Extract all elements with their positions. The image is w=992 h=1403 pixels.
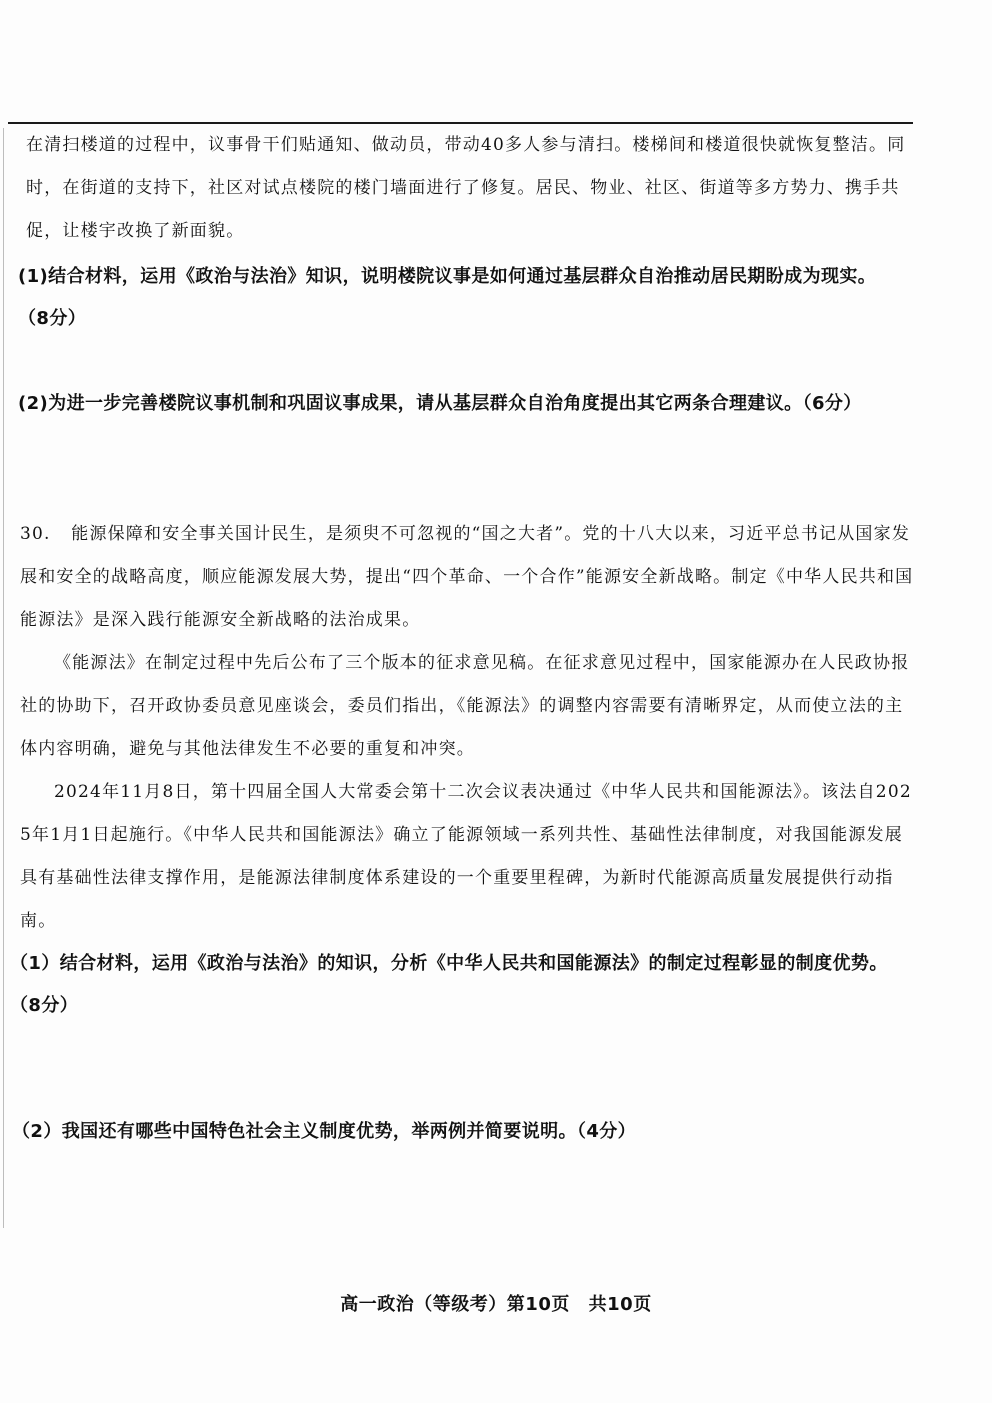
scan-edge-line bbox=[3, 128, 4, 1228]
question-30-paragraph-1 bbox=[20, 513, 915, 642]
question-30-material bbox=[20, 513, 915, 943]
question-29-1-prompt: (1)结合材料，运用《政治与法治》知识，说明楼院议事是如何通过基层群众自治推动居民期盼成为现实。 bbox=[18, 266, 877, 287]
question-30-1 bbox=[10, 943, 910, 1027]
question-30-2 bbox=[12, 1111, 912, 1153]
page-footer bbox=[0, 1290, 992, 1316]
footer-page-label: 高一政治（等级考）第10页 bbox=[340, 1294, 570, 1315]
question-30-paragraph-3: 2024年11月8日，第十四届全国人大常委会第十二次会议表决通过《中华人民共和国能源法》。该法自2025年1月1日起施行。《中华人民共和国能源法》确立了能源领域一系列共性、基础性法律制度，对我国能源发展具有基础性法律支撑作用，是能源法律制度体系建设的一个重要里程碑，为新时代能源高质量发展提供行动指南。 bbox=[20, 782, 912, 931]
footer-total-pages: 共10页 bbox=[588, 1294, 652, 1315]
question-30-number: 30. bbox=[20, 524, 51, 544]
question-29-2-text: (2)为进一步完善楼院议事机制和巩固议事成果，请从基层群众自治角度提出其它两条合理建议。（6分） bbox=[18, 393, 862, 414]
question-30-2-text: （2）我国还有哪些中国特色社会主义制度优势，举两例并简要说明。（4分） bbox=[12, 1121, 637, 1142]
question-29-2 bbox=[18, 383, 918, 425]
question-29-1-score: （8分） bbox=[18, 308, 87, 329]
material-29-text: 在清扫楼道的过程中，议事骨干们贴通知、做动员，带动40多人参与清扫。楼梯间和楼道很快就恢复整洁。同时，在街道的支持下，社区对试点楼院的楼门墙面进行了修复。居民、物业、社区、街道等多方势力、携手共促，让楼宇改换了新面貌。 bbox=[26, 135, 906, 241]
question-29-1 bbox=[18, 256, 913, 340]
question-30-para1: 能源保障和安全事关国计民生，是须臾不可忽视的“国之大者”。党的十八大以来，习近平总书记从国家发展和安全的战略高度，顺应能源发展大势，提出“四个革命、一个合作”能源安全新战略。制定《中华人民共和国能源法》是深入践行能源安全新战略的法治成果。 bbox=[20, 524, 914, 630]
question-30-1-text: （1）结合材料，运用《政治与法治》的知识，分析《中华人民共和国能源法》的制定过程彰显的制度优势。（8分） bbox=[10, 953, 888, 1016]
question-30-paragraph-2: 《能源法》在制定过程中先后公布了三个版本的征求意见稿。在征求意见过程中，国家能源办在人民政协报社的协助下，召开政协委员意见座谈会，委员们指出，《能源法》的调整内容需要有清晰界定，从而使立法的主体内容明确，避免与其他法律发生不必要的重复和冲突。 bbox=[20, 653, 910, 759]
material-29-continued bbox=[26, 124, 916, 253]
question-29-1-text bbox=[18, 256, 913, 340]
